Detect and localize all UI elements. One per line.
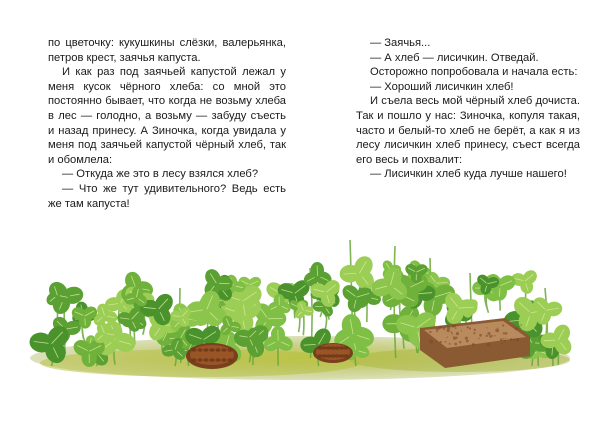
clover-illustration [0,228,600,441]
pine-cone-icon [313,343,353,363]
dialogue-line: — Что же тут удивительного? Ведь есть же там капуста! [48,182,286,210]
pine-cone-icon [186,343,238,369]
left-text-column [48,36,286,211]
dialogue-line: — Хороший лисичкин хлеб! [370,80,514,93]
paragraph: И съела весь мой чёрный хлеб дочиста. Так и пошло у нас: Зиночка, копуля такая, часто и белый-то хлеб не берёт, а как я из лесу лисичкин хлеб принесу, съест всегда его весь и похвалит: [356,95,580,166]
paragraph: И как раз под заячьей капустой лежал у меня кусок чёрного хлеба: со мной это постоянно бывает, что когда не возьму хлеба в лес — голодно, а возьму — забуду съесть и назад принесу. А Зиночка, когда увидала у меня под заячьей капустой чёрный хлеб, так и обомлела: [48,66,286,166]
dialogue-line: — А хлеб — лисичкин. Отведай. [370,51,539,64]
paragraph: Осторожно попробовала и начала есть: [370,66,578,79]
dialogue-line: — Лисичкин хлеб куда лучше нашего! [370,168,567,181]
paragraph: по цветочку: кукушкины слёзки, валерьянка, петров крест, заячья капуста. [48,37,286,64]
dialogue-line: — Откуда же это в лесу взялся хлеб? [62,168,259,181]
dialogue-line: — Заячья... [370,37,431,49]
right-text-column [356,36,580,182]
